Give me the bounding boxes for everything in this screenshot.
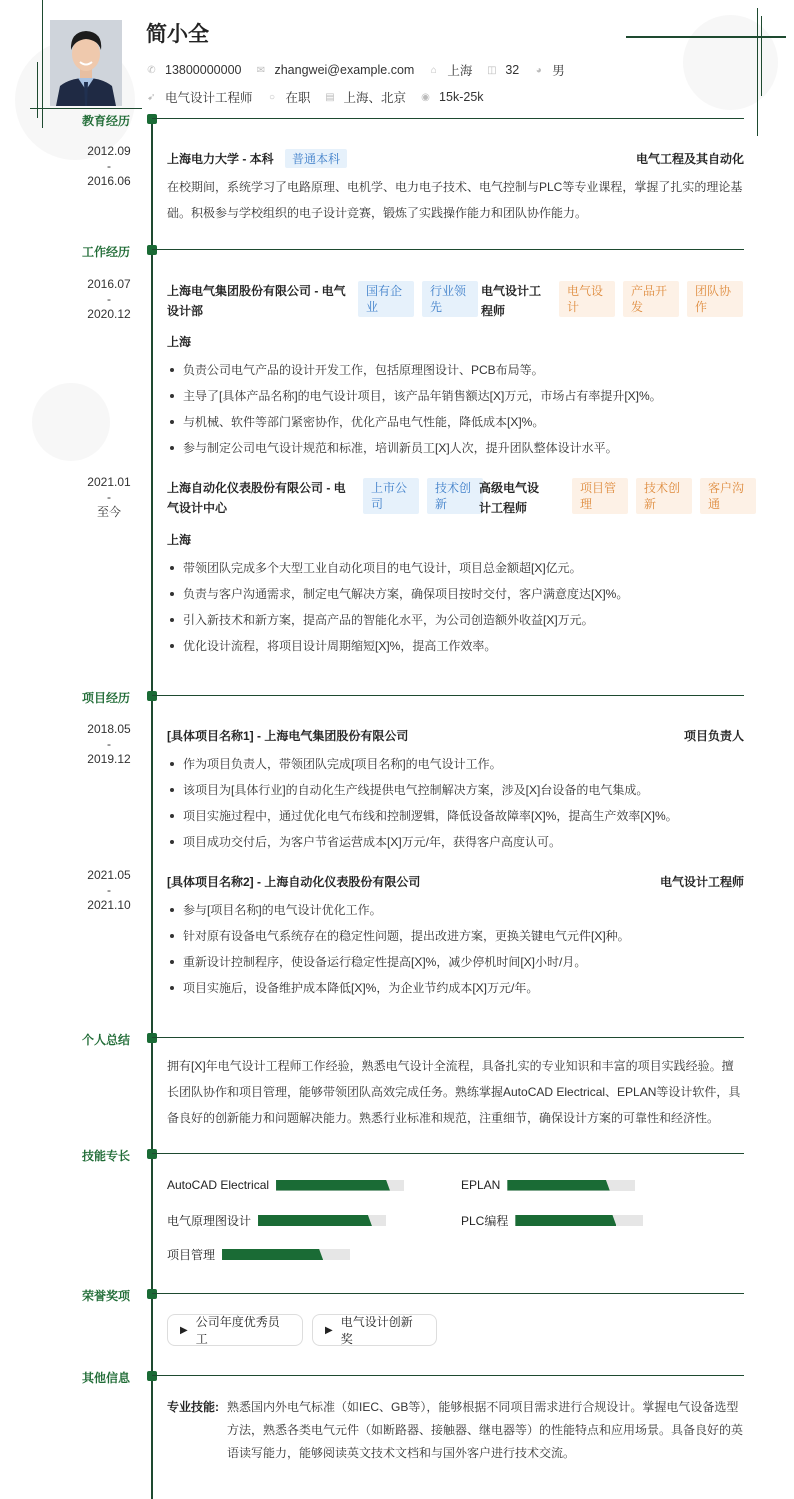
skill-item	[167, 1178, 404, 1192]
skill-bar-fill	[276, 1180, 390, 1191]
edu-description: 在校期间，系统学习了电路原理、电机学、电力电子技术、电气控制与PLC等专业课程，掌握了扎实的理论基础。积极参与学校组织的电子设计竞赛，锻炼了实践操作能力和团队协作能力。	[167, 180, 743, 220]
skill-item	[461, 1178, 635, 1192]
work-date: 2016.07 - 2020.12	[87, 277, 131, 321]
salary-value: 15k-25k	[439, 90, 484, 104]
skill-bar-fill	[507, 1180, 609, 1191]
gender-icon: ◕	[535, 64, 542, 76]
timeline-dot	[147, 1289, 157, 1299]
section-title: 工作经历	[81, 245, 130, 259]
skill-name: EPLAN	[461, 1178, 501, 1192]
target-city-value: 上海、北京	[343, 91, 407, 105]
section-title: 项目经历	[81, 691, 130, 705]
gender-item	[533, 61, 565, 79]
list-item: 参与[项目名称]的电气设计优化工作。	[167, 897, 744, 923]
company-tag: 国有企业	[358, 281, 414, 317]
job-intent-value: 电气设计工程师	[165, 91, 253, 105]
email-value: zhangwei@example.com	[274, 63, 415, 77]
project-bullets	[167, 751, 744, 855]
edu-major: 电气工程及其自动化	[635, 152, 744, 166]
award-badge	[167, 1314, 303, 1346]
decor-circle-mid	[32, 383, 110, 461]
timeline-dot	[147, 1371, 157, 1381]
triangle-right-icon: ▶	[180, 1324, 188, 1336]
status-value: 在职	[285, 91, 311, 105]
award-label: 电气设计创新奖	[340, 1315, 413, 1346]
section-divider	[152, 1037, 744, 1038]
skill-name: 电气原理图设计	[167, 1214, 252, 1228]
summary-text: 拥有[X]年电气设计工程师工作经验，熟悉电气设计全流程，具备扎实的专业知识和丰富的项目实践经验。擅长团队协作和项目管理，能够带领团队高效完成任务。熟练掌握AutoCAD Electrical、EPLAN等设计软件，具备良好的创新能力和问题解决能力。熟悉行业标准和规范，注重细节，确保设计方案的可靠性和经济性。	[167, 1059, 741, 1125]
list-item: 针对原有设备电气系统存在的稳定性问题，提出改进方案，更换关键电气元件[X]种。	[167, 923, 744, 949]
section-title: 其他信息	[81, 1371, 130, 1385]
section-title: 个人总结	[81, 1033, 130, 1047]
section-projects	[0, 691, 744, 709]
skill-bar-fill	[515, 1215, 616, 1226]
age-value: 32	[505, 63, 520, 77]
project-role: 电气设计工程师	[659, 875, 744, 889]
skill-bar	[276, 1180, 404, 1191]
list-item: 作为项目负责人，带领团队完成[项目名称]的电气设计工作。	[167, 751, 744, 777]
other-label: 专业技能:	[167, 1400, 219, 1414]
edu-date: 2012.09 - 2016.06	[87, 144, 131, 188]
skill-name: PLC编程	[461, 1214, 509, 1228]
phone-icon: ✆	[147, 64, 156, 76]
decor-line	[37, 62, 38, 118]
skill-name: AutoCAD Electrical	[167, 1178, 270, 1192]
decor-line	[626, 36, 786, 38]
skill-bar-fill	[258, 1215, 372, 1226]
list-item: 负责与客户沟通需求，制定电气解决方案，确保项目按时交付，客户满意度达[X]%。	[167, 581, 744, 607]
role-tag: 团队协作	[687, 281, 743, 317]
list-item: 带领团队完成多个大型工业自动化项目的电气设计，项目总金额超[X]亿元。	[167, 555, 744, 581]
list-item: 参与制定公司电气设计规范和标准，培训新员工[X]人次，提升团队整体设计水平。	[167, 435, 744, 461]
role-tag: 电气设计	[559, 281, 615, 317]
email-item	[255, 63, 414, 77]
status-item	[267, 88, 311, 106]
list-item: 主导了[具体产品名称]的电气设计项目，该产品年销售额达[X]万元，市场占有率提升[X]%。	[167, 383, 744, 409]
job-location: 上海	[167, 533, 192, 547]
salary-item	[420, 90, 483, 104]
skill-bar	[507, 1180, 635, 1191]
building-icon: ▤	[325, 91, 335, 103]
timeline-dot	[147, 1149, 157, 1159]
section-work	[0, 245, 744, 263]
phone-value: 13800000000	[165, 63, 242, 77]
section-awards	[0, 1289, 744, 1307]
send-icon: ➹	[147, 91, 156, 103]
project-date: 2021.05 - 2021.10	[87, 868, 131, 912]
status-icon: ○	[268, 91, 276, 103]
timeline-dot	[147, 691, 157, 701]
cake-icon: ◫	[487, 64, 497, 76]
project-date: 2018.05 - 2019.12	[87, 722, 131, 766]
company-name: 上海电气集团股份有限公司 - 电气设计部	[167, 284, 346, 318]
mail-icon: ✉	[256, 64, 266, 76]
list-item: 优化设计流程，将项目设计周期缩短[X]%，提高工作效率。	[167, 633, 744, 659]
section-education	[0, 114, 744, 132]
timeline-dot	[147, 245, 157, 255]
role-tag: 客户沟通	[700, 478, 756, 514]
company-name: 上海自动化仪表股份有限公司 - 电气设计中心	[167, 481, 346, 515]
job-header	[167, 478, 744, 518]
section-divider	[152, 118, 744, 119]
project-bullets	[167, 897, 744, 1001]
home-icon: ⌂	[430, 64, 437, 76]
list-item: 与机械、软件等部门紧密协作，优化产品电气性能，降低成本[X]%。	[167, 409, 744, 435]
job-location: 上海	[167, 335, 192, 349]
job-bullets	[167, 555, 744, 659]
project-role: 项目负责人	[683, 729, 744, 743]
company-tag: 上市公司	[363, 478, 419, 514]
degree-tag: 普通本科	[285, 149, 347, 168]
skill-bar	[515, 1215, 643, 1226]
list-item: 项目实施后，设备维护成本降低[X]%，为企业节约成本[X]万元/年。	[167, 975, 744, 1001]
list-item: 项目成功交付后，为客户节省运营成本[X]万元/年，获得客户高度认可。	[167, 829, 744, 855]
section-divider	[152, 1375, 744, 1376]
list-item: 项目实施过程中，通过优化电气布线和控制逻辑，降低设备故障率[X]%，提高生产效率[X]%。	[167, 803, 744, 829]
avatar-photo	[50, 20, 122, 106]
salary-icon: ◉	[421, 91, 430, 103]
decor-circle-right	[683, 15, 778, 110]
project-title: [具体项目名称2] - 上海自动化仪表股份有限公司	[167, 875, 421, 889]
job-role: 电气设计工程师	[481, 284, 542, 318]
award-badge	[312, 1314, 437, 1346]
skill-bar	[222, 1249, 350, 1260]
other-text: 熟悉国内外电气标准（如IEC、GB等），能够根据不同项目需求进行合规设计。掌握电气设备选型方法，熟悉各类电气元件（如断路器、接触器、继电器等）的性能特点和应用场景。具备良好的英语读写能力，能够阅读英文技术文档和与国外客户进行技术交流。	[227, 1400, 744, 1460]
role-tag: 产品开发	[623, 281, 679, 317]
skill-bar-fill	[222, 1249, 323, 1260]
intent-row	[146, 88, 498, 106]
role-tag: 项目管理	[572, 478, 628, 514]
list-item: 重新设计控制程序，使设备运行稳定性提高[X]%，减少停机时间[X]小时/月。	[167, 949, 744, 975]
gender-value: 男	[552, 64, 565, 78]
section-summary	[0, 1033, 744, 1051]
company-tag: 技术创新	[427, 478, 483, 514]
decor-line	[757, 8, 758, 136]
edu-school: 上海电力大学 - 本科 普通本科	[167, 149, 347, 168]
job-bullets	[167, 357, 744, 461]
decor-line	[761, 16, 762, 96]
age-item	[486, 63, 519, 77]
candidate-name: 简小全	[146, 23, 209, 46]
person-photo-icon	[50, 20, 122, 106]
section-divider	[152, 1153, 744, 1154]
skill-item	[461, 1212, 643, 1229]
section-title: 荣誉奖项	[81, 1289, 130, 1303]
job-role: 高级电气设计工程师	[479, 481, 540, 515]
contact-row	[146, 61, 579, 79]
award-label: 公司年度优秀员工	[195, 1315, 280, 1346]
project-title: [具体项目名称1] - 上海电气集团股份有限公司	[167, 729, 409, 743]
section-other	[0, 1371, 744, 1389]
timeline-dot	[147, 1033, 157, 1043]
timeline-dot	[147, 114, 157, 124]
section-divider	[152, 1293, 744, 1294]
list-item: 引入新技术和新方案，提高产品的智能化水平，为公司创造额外收益[X]万元。	[167, 607, 744, 633]
city-item	[428, 61, 472, 79]
skill-name: 项目管理	[167, 1248, 216, 1262]
work-date: 2021.01 - 至今	[87, 475, 131, 519]
triangle-right-icon: ▶	[325, 1324, 333, 1336]
company-tag: 行业领先	[422, 281, 478, 317]
job-header	[167, 281, 744, 321]
job-intent-item	[146, 88, 253, 106]
skill-item	[167, 1212, 386, 1229]
section-skills	[0, 1149, 744, 1167]
skill-item	[167, 1246, 350, 1263]
list-item: 负责公司电气产品的设计开发工作，包括原理图设计、PCB布局等。	[167, 357, 744, 383]
decor-line	[30, 108, 142, 109]
role-tag: 技术创新	[636, 478, 692, 514]
target-city-item	[325, 88, 407, 106]
skill-bar	[258, 1215, 386, 1226]
section-divider	[152, 695, 744, 696]
section-title: 技能专长	[81, 1149, 130, 1163]
list-item: 该项目为[具体行业]的自动化生产线提供电气控制解决方案，涉及[X]台设备的电气集成。	[167, 777, 744, 803]
phone-item	[146, 63, 241, 77]
section-title: 教育经历	[81, 114, 130, 128]
section-divider	[152, 249, 744, 250]
city-value: 上海	[447, 64, 473, 78]
